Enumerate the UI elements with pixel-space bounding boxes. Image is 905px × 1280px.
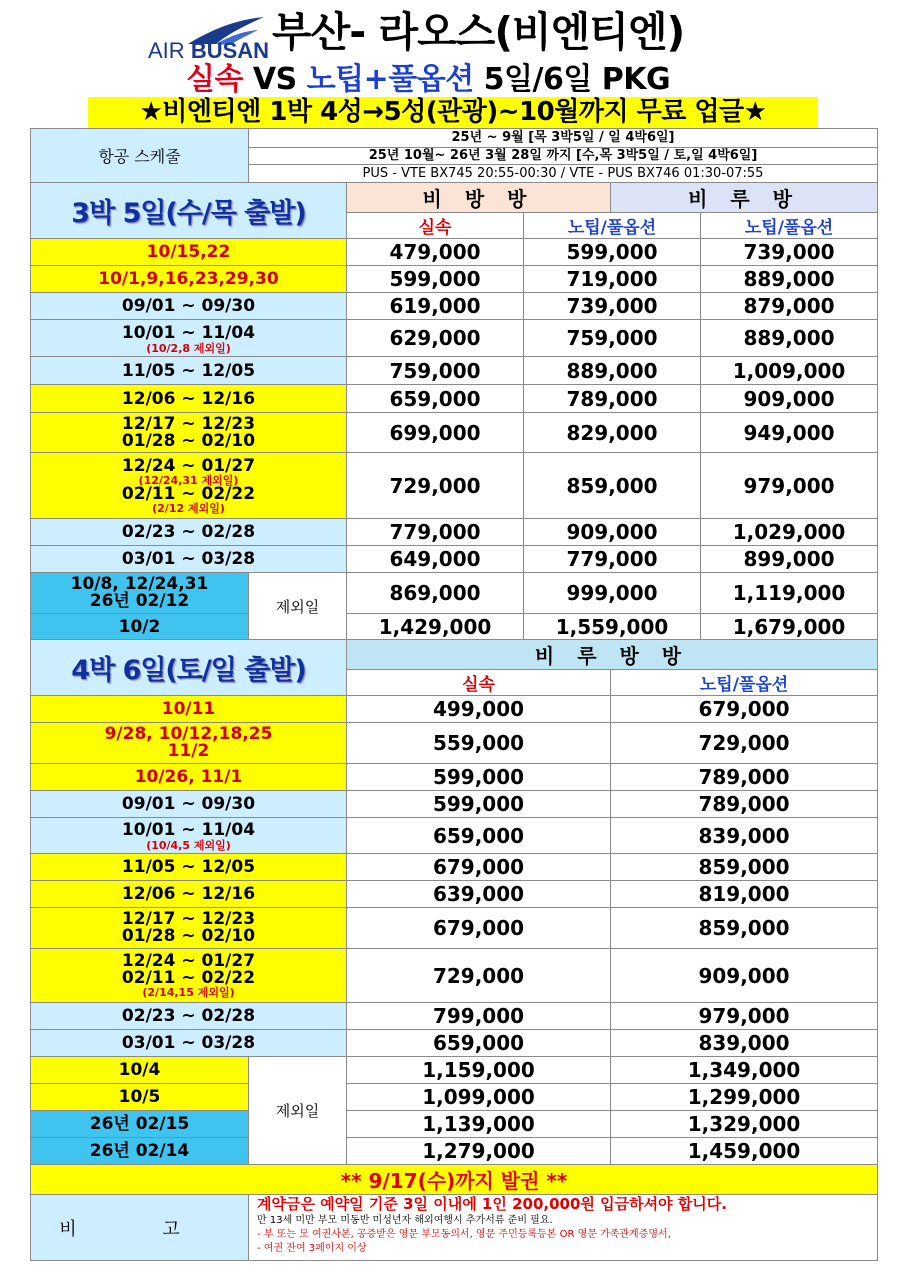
table-row: 02/23 ~ 02/28 799,000 979,000 (31, 1003, 878, 1030)
subtitle-vs: VS (242, 62, 307, 97)
table-row: 02/23 ~ 02/28 779,000 909,000 1,029,000 (31, 519, 878, 546)
subtitle-basic: 실속 (186, 62, 243, 97)
logo-air: AIR (148, 38, 185, 63)
table-row: 10/8, 12/24,31 26년 02/12 제외일 869,000 999,000 1,119,000 (31, 573, 878, 614)
page-title: 부산- 라오스(비엔티엔) (272, 8, 685, 56)
table-row: 12/17 ~ 12/23 01/28 ~ 02/10 699,000 829,000 949,000 (31, 413, 878, 453)
section-3n5d-header-a: 비 방 방 (347, 183, 611, 213)
table-row: 10/15,22 479,000 599,000 739,000 (31, 239, 878, 266)
table-row: 03/01 ~ 03/28 649,000 779,000 899,000 (31, 546, 878, 573)
table-row: 10/01 ~ 11/04 (10/4,5 제외일) 659,000 839,000 (31, 818, 878, 854)
logo-busan: BUSAN (190, 38, 270, 63)
table-row: 09/01 ~ 09/30 599,000 789,000 (31, 791, 878, 818)
notes-content (249, 1195, 878, 1261)
notes-deposit: 계약금은 예약일 기준 3일 이내에 1인 200,000원 입금하셔야 합니다. (257, 1195, 727, 1213)
table-row: 11/05 ~ 12/05 759,000 889,000 1,009,000 (31, 357, 878, 385)
exclude-label-4n6d: 제외일 (249, 1057, 347, 1165)
table-row: 11/05 ~ 12/05 679,000 859,000 (31, 854, 878, 881)
notes-documents: - 부 또는 모 여권사본, 공증받은 영문 부모동의서, 영문 주민등록등본 OR 영문 가족관계증명서, (257, 1229, 671, 1240)
section-3n5d-title: 3박 5일(수/목 출발) (31, 183, 347, 239)
section-3n5d-header-b: 비 루 방 (611, 183, 878, 213)
table-row: 10/11 499,000 679,000 (31, 696, 878, 723)
schedule-label: 항공 스케줄 (31, 129, 249, 183)
table-row: 12/24 ~ 01/27 (12/24,31 제외일) 02/11 ~ 02/22 (2/12 제외일) 729,000 859,000 979,000 (31, 453, 878, 519)
col-basic: 실속 (347, 213, 524, 239)
table-row: 10/26, 11/1 599,000 789,000 (31, 764, 878, 791)
table-row: 10/1,9,16,23,29,30 599,000 719,000 889,000 (31, 266, 878, 293)
table-row: 10/01 ~ 11/04 (10/2,8 제외일) 629,000 759,000 889,000 (31, 320, 878, 357)
notes-passport: - 여권 잔여 3페이지 이상 (257, 1243, 367, 1254)
upgrade-banner (88, 97, 818, 128)
schedule-line-2: 25년 10월~ 26년 3월 28일 까지 [수,목 3박5일 / 토,일 4박6일] (249, 148, 878, 165)
table-row: 9/28, 10/12,18,25 11/2 559,000 729,000 (31, 723, 878, 764)
table-row: 26년 02/14 1,279,000 1,459,000 (31, 1138, 878, 1165)
table-row: 12/06 ~ 12/16 639,000 819,000 (31, 881, 878, 908)
banner-text: ★비엔티엔 1박 4성→5성(관광)~10월까지 무료 업글★ (139, 97, 767, 127)
col-notip-2: 노팁/풀옵션 (701, 213, 878, 239)
price-table (30, 128, 878, 1261)
schedule-line-3: PUS - VTE BX745 20:55-00:30 / VTE - PUS BX746 01:30-07:55 (249, 165, 878, 183)
ticketing-deadline: ** 9/17(수)까지 발권 ** (31, 1165, 878, 1195)
table-row: 10/5 1,099,000 1,299,000 (31, 1084, 878, 1111)
table-row: 26년 02/15 1,139,000 1,329,000 (31, 1111, 878, 1138)
table-row: 10/2 1,429,000 1,559,000 1,679,000 (31, 614, 878, 640)
air-busan-logo (148, 38, 269, 64)
col-notip: 노팁/풀옵션 (524, 213, 701, 239)
table-row: 09/01 ~ 09/30 619,000 739,000 879,000 (31, 293, 878, 320)
notes-minor: 만 13세 미만 부모 미동반 미성년자 해외여행시 추가서류 준비 필요. (257, 1215, 553, 1226)
table-row: 12/17 ~ 12/23 01/28 ~ 02/10 679,000 859,000 (31, 908, 878, 949)
page-subtitle (186, 62, 670, 98)
table-row: 03/01 ~ 03/28 659,000 839,000 (31, 1030, 878, 1057)
col-basic-4n6d: 실속 (347, 670, 611, 696)
section-4n6d-header: 비 루 방 방 (347, 640, 878, 670)
subtitle-pkg: 5일/6일 PKG (473, 62, 671, 97)
subtitle-notip: 노팁+풀옵션 (306, 62, 474, 97)
col-notip-4n6d: 노팁/풀옵션 (611, 670, 878, 696)
table-row: 10/4 제외일 1,159,000 1,349,000 (31, 1057, 878, 1084)
exclude-label-3n5d: 제외일 (249, 573, 347, 640)
notes-label: 비 고 (31, 1195, 249, 1261)
table-row: 12/06 ~ 12/16 659,000 789,000 909,000 (31, 385, 878, 413)
table-row: 12/24 ~ 01/27 02/11 ~ 02/22 (2/14,15 제외일) 729,000 909,000 (31, 949, 878, 1003)
section-4n6d-title: 4박 6일(토/일 출발) (31, 640, 347, 696)
schedule-line-1: 25년 ~ 9월 [목 3박5일 / 일 4박6일] (249, 129, 878, 148)
